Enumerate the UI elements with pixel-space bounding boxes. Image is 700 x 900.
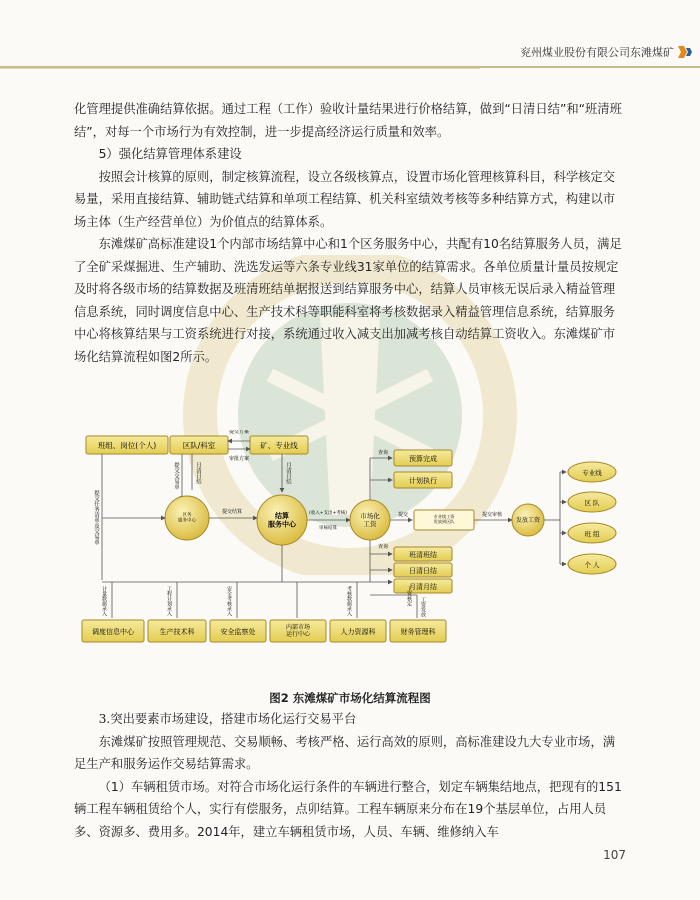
box-label: 调度信息中心 <box>92 628 134 636</box>
flow-label: 工资核定 <box>406 586 412 606</box>
paragraph: 东滩煤矿按照管理规范、交易顺畅、考核严格、运行高效的原则，高标准建设九大专业市场，满足生产和服务运作交易结算需求。 <box>74 734 616 771</box>
flow-label: 考核数据录入 <box>346 586 352 616</box>
box-label: 日清日结 <box>409 567 437 575</box>
dept-human-resources <box>330 620 386 642</box>
paragraph: 按照会计核算的原则，制定核算流程，设立各级核算点，设置市场化管理核算科目，科学核定交易量，采用直接结算、辅助链式结算和单项工程结算、机关科室绩效考核等多种结算方式，构建以市场主体（生产经营单位）为价值点的结算体系。 <box>74 169 616 229</box>
flow-label: 提交方案 <box>228 430 250 435</box>
header-rule-secondary <box>0 68 480 69</box>
flow-label: 计量数据录入 <box>101 586 107 616</box>
body-text-top <box>74 98 624 368</box>
node-label: 专业线 <box>582 469 602 477</box>
box-district-dept <box>170 436 228 454</box>
figure-caption: 图2 东滩煤矿市场化结算流程图 <box>269 691 431 705</box>
flow-label: 工程计划录入 <box>166 586 172 616</box>
box-team-position <box>86 436 168 454</box>
section-subheading: 3.突出要素市场建设，搭建市场化运行交易平台 <box>98 712 357 726</box>
flow-label: 日清日结 <box>195 462 201 484</box>
flow-label: 查询 <box>378 544 389 550</box>
flow-label: 查询 <box>378 450 389 456</box>
box-label: 生产技术科 <box>159 628 195 636</box>
box-label: 矿、专业线 <box>260 441 298 450</box>
settlement-flow-diagram <box>72 430 628 680</box>
box-budget-completion <box>394 450 452 466</box>
node-label: 个 人 <box>584 561 600 569</box>
box-label: 预算完成 <box>409 455 437 463</box>
flow-label: 提交 <box>398 512 409 518</box>
box-label: 区队/科室 <box>182 441 216 450</box>
box-label: 月清月结 <box>409 583 437 591</box>
box-label: 班清班结 <box>409 551 437 559</box>
box-label: 内部市场运行中心 <box>285 624 311 639</box>
dept-production-tech <box>148 620 206 642</box>
box-plan-execution <box>394 472 452 488</box>
box-wage-to-district <box>414 510 474 530</box>
box-label: 班组、岗位(个人) <box>97 441 157 450</box>
flow-label: 月清月结 <box>285 462 291 484</box>
dept-internal-market-center <box>270 620 326 642</box>
node-label: 市场化工资 <box>360 512 380 528</box>
box-label: 安全监察处 <box>220 628 256 636</box>
flow-label: 审核结算 <box>319 526 337 531</box>
paragraph: 东滩煤矿高标准建设1个内部市场结算中心和1个区务服务中心，共配有10名结算服务人员，满足了全矿采煤掘进、生产辅助、洗选发运等六条专业线31家单位的结算需求。各单位质量计量员按规定及时将各级市场的结算数据及班清班结单据报送到结算服务中心，结算人员审核无误后录入精益管理信息系统，同时调度信息中心、生产技术科等职能科室将考核数据录入精益管理信息系统，结算服务中心将核算结果与工资系统进行对接，系统通过收入减支出加减考核自动结算工资收入。东滩煤矿市场化结算流程如图2所示。 <box>74 237 622 364</box>
paragraph: （1）车辆租赁市场。对符合市场化运行条件的车辆进行整合，划定车辆集结地点，把现有的151辆工程车辆租赁给个人，实行有偿服务，点卯结算。工程车辆原来分布在19个基层单位，占用人员多、资源多、费用多。2014年，建立车辆租赁市场，人员、车辆、维修纳入车 <box>74 779 622 839</box>
page-number: 107 <box>603 848 626 862</box>
flow-label: 提交结算 <box>221 509 243 515</box>
pay-wage-node <box>512 504 544 536</box>
settlement-service-center <box>257 495 307 545</box>
dept-finance <box>390 620 446 642</box>
box-label: 财务管理科 <box>400 628 436 636</box>
node-label: 发放工资 <box>515 517 541 524</box>
box-mine-line <box>250 436 308 454</box>
box-daily-settlement <box>394 563 452 577</box>
target-individual <box>568 554 616 574</box>
flow-label: (收入+支出+考核) <box>308 511 348 516</box>
market-wage-node <box>350 500 390 540</box>
flow-label: 安全考核录入 <box>226 586 232 616</box>
page-header <box>520 42 680 62</box>
box-label: 专业线工资发放到区队 <box>433 514 455 525</box>
box-label: 人力资源科 <box>340 628 376 636</box>
flow-label: 审批方案 <box>228 456 250 462</box>
flow-label: 提交交易单 <box>173 462 179 490</box>
target-district <box>568 492 616 512</box>
node-label: 班 组 <box>584 530 600 538</box>
box-shift-settlement <box>394 547 452 561</box>
district-service-center <box>165 496 209 540</box>
paragraph: 化管理提供准确结算依据。通过工程（工作）验收计量结果进行价格结算，做到“日清日结”和“班清班结”，对每一个市场行为有效控制，进一步提高经济运行质量和效率。 <box>74 102 622 139</box>
flow-label: 提交任务清单及交易单 <box>93 490 99 545</box>
node-label: 结算服务中心 <box>268 512 296 529</box>
section-subheading: 5）强化结算管理体系建设 <box>98 147 242 161</box>
target-team <box>568 523 616 543</box>
company-logo-icon <box>678 46 694 58</box>
flow-label: 工资发放 <box>420 597 426 617</box>
target-professional-line <box>568 462 616 482</box>
dept-dispatch-info-center <box>82 620 144 642</box>
node-label: 区务服务中心 <box>178 513 196 524</box>
flow-label: 提交审核 <box>481 512 503 518</box>
dept-safety-supervision <box>210 620 266 642</box>
body-text-bottom <box>74 708 624 843</box>
header-title: 兖州煤业股份有限公司东滩煤矿 <box>520 46 674 59</box>
box-label: 计划执行 <box>409 477 437 485</box>
node-label: 区 队 <box>584 499 600 507</box>
box-monthly-settlement <box>394 579 452 593</box>
